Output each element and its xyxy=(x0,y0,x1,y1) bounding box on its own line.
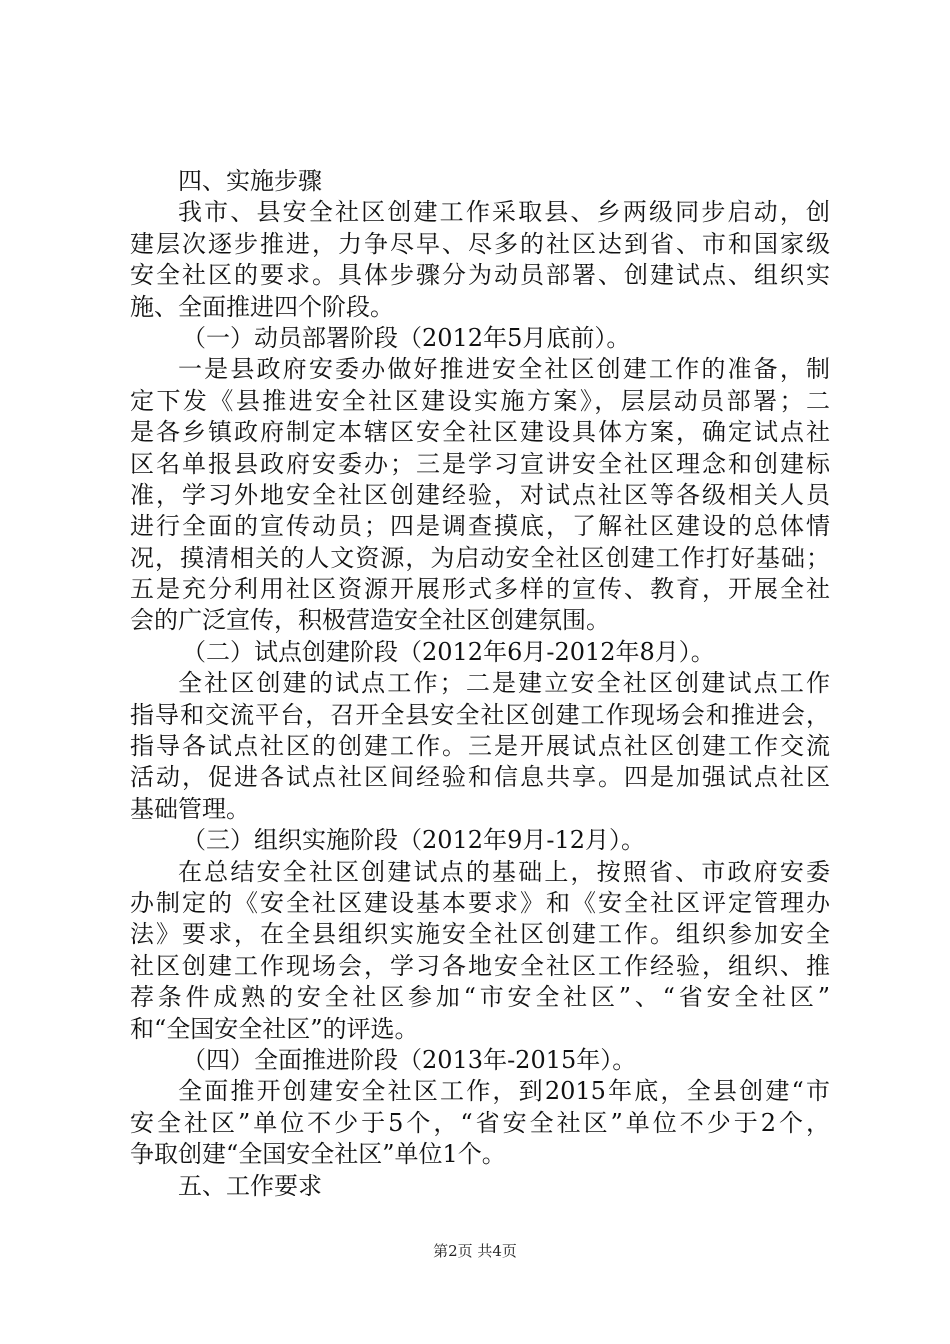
text-line: （二）试点创建阶段（2012年6月-2012年8月）。 xyxy=(182,637,715,666)
text-line: 指导各试点社区的创建工作。三是开展试点社区创建工作交流 xyxy=(130,732,830,761)
text-line: 进行全面的宣传动员；四是调查摸底，了解社区建设的总体情 xyxy=(130,512,830,541)
text-line: 活动，促进各试点社区间经验和信息共享。四是加强试点社区 xyxy=(130,763,830,792)
text-line: 争取创建“全国安全社区”单位1个。 xyxy=(130,1140,506,1169)
text-line: 全面推开创建安全社区工作，到2015年底，全县创建“市 xyxy=(178,1077,830,1106)
text-line: 是各乡镇政府制定本辖区安全社区建设具体方案，确定试点社 xyxy=(130,418,830,447)
text-line: 在总结安全社区创建试点的基础上，按照省、市政府安委 xyxy=(178,857,830,886)
text-line: 安全社区的要求。具体步骤分为动员部署、创建试点、组织实 xyxy=(130,261,830,290)
text-line: 施、全面推进四个阶段。 xyxy=(130,292,394,321)
text-line: 四、实施步骤 xyxy=(178,167,322,195)
text-line: （三）组织实施阶段（2012年9月-12月）。 xyxy=(182,826,645,855)
text-line: 五是充分利用社区资源开展形式多样的宣传、教育，开展全社 xyxy=(130,575,830,604)
text-line: 法》要求，在全县组织实施安全社区创建工作。组织参加安全 xyxy=(130,920,830,949)
text-line: 区名单报县政府安委办；三是学习宣讲安全社区理念和创建标 xyxy=(130,449,830,478)
text-line: 我市、县安全社区创建工作采取县、乡两级同步启动，创 xyxy=(178,198,830,227)
text-line: 全社区创建的试点工作；二是建立安全社区创建试点工作 xyxy=(178,669,830,698)
text-line: 会的广泛宣传，积极营造安全社区创建氛围。 xyxy=(130,606,610,635)
text-line: （四）全面推进阶段（2013年-2015年）。 xyxy=(182,1045,637,1074)
text-line: 一是县政府安委办做好推进安全社区创建工作的准备，制 xyxy=(178,355,830,384)
text-line: 荐条件成熟的安全社区参加“市安全社区”、“省安全社区” xyxy=(130,983,830,1012)
text-line: 准，学习外地安全社区创建经验，对试点社区等各级相关人员 xyxy=(130,480,830,509)
text-line: 建层次逐步推进，力争尽早、尽多的社区达到省、市和国家级 xyxy=(130,229,830,258)
text-line: 基础管理。 xyxy=(130,794,250,823)
text-line: 指导和交流平台，召开全县安全社区创建工作现场会和推进会， xyxy=(130,700,830,729)
text-line: 定下发《县推进安全社区建设实施方案》，层层动员部署；二 xyxy=(130,386,830,415)
text-line: （一）动员部署阶段（2012年5月底前）。 xyxy=(182,323,631,352)
text-line: 况，摸清相关的人文资源，为启动安全社区创建工作打好基础； xyxy=(130,543,830,572)
text-line: 办制定的《安全社区建设基本要求》和《安全社区评定管理办 xyxy=(130,888,830,917)
text-line: 社区创建工作现场会，学习各地安全社区工作经验，组织、推 xyxy=(130,951,830,980)
text-line: 和“全国安全社区”的评选。 xyxy=(130,1014,419,1043)
text-line: 五、工作要求 xyxy=(178,1171,322,1200)
text-line: 安全社区”单位不少于5个，“省安全社区”单位不少于2个， xyxy=(130,1108,830,1137)
document-body xyxy=(130,166,830,1202)
page-footer: 第2页 共4页 xyxy=(433,1242,517,1260)
